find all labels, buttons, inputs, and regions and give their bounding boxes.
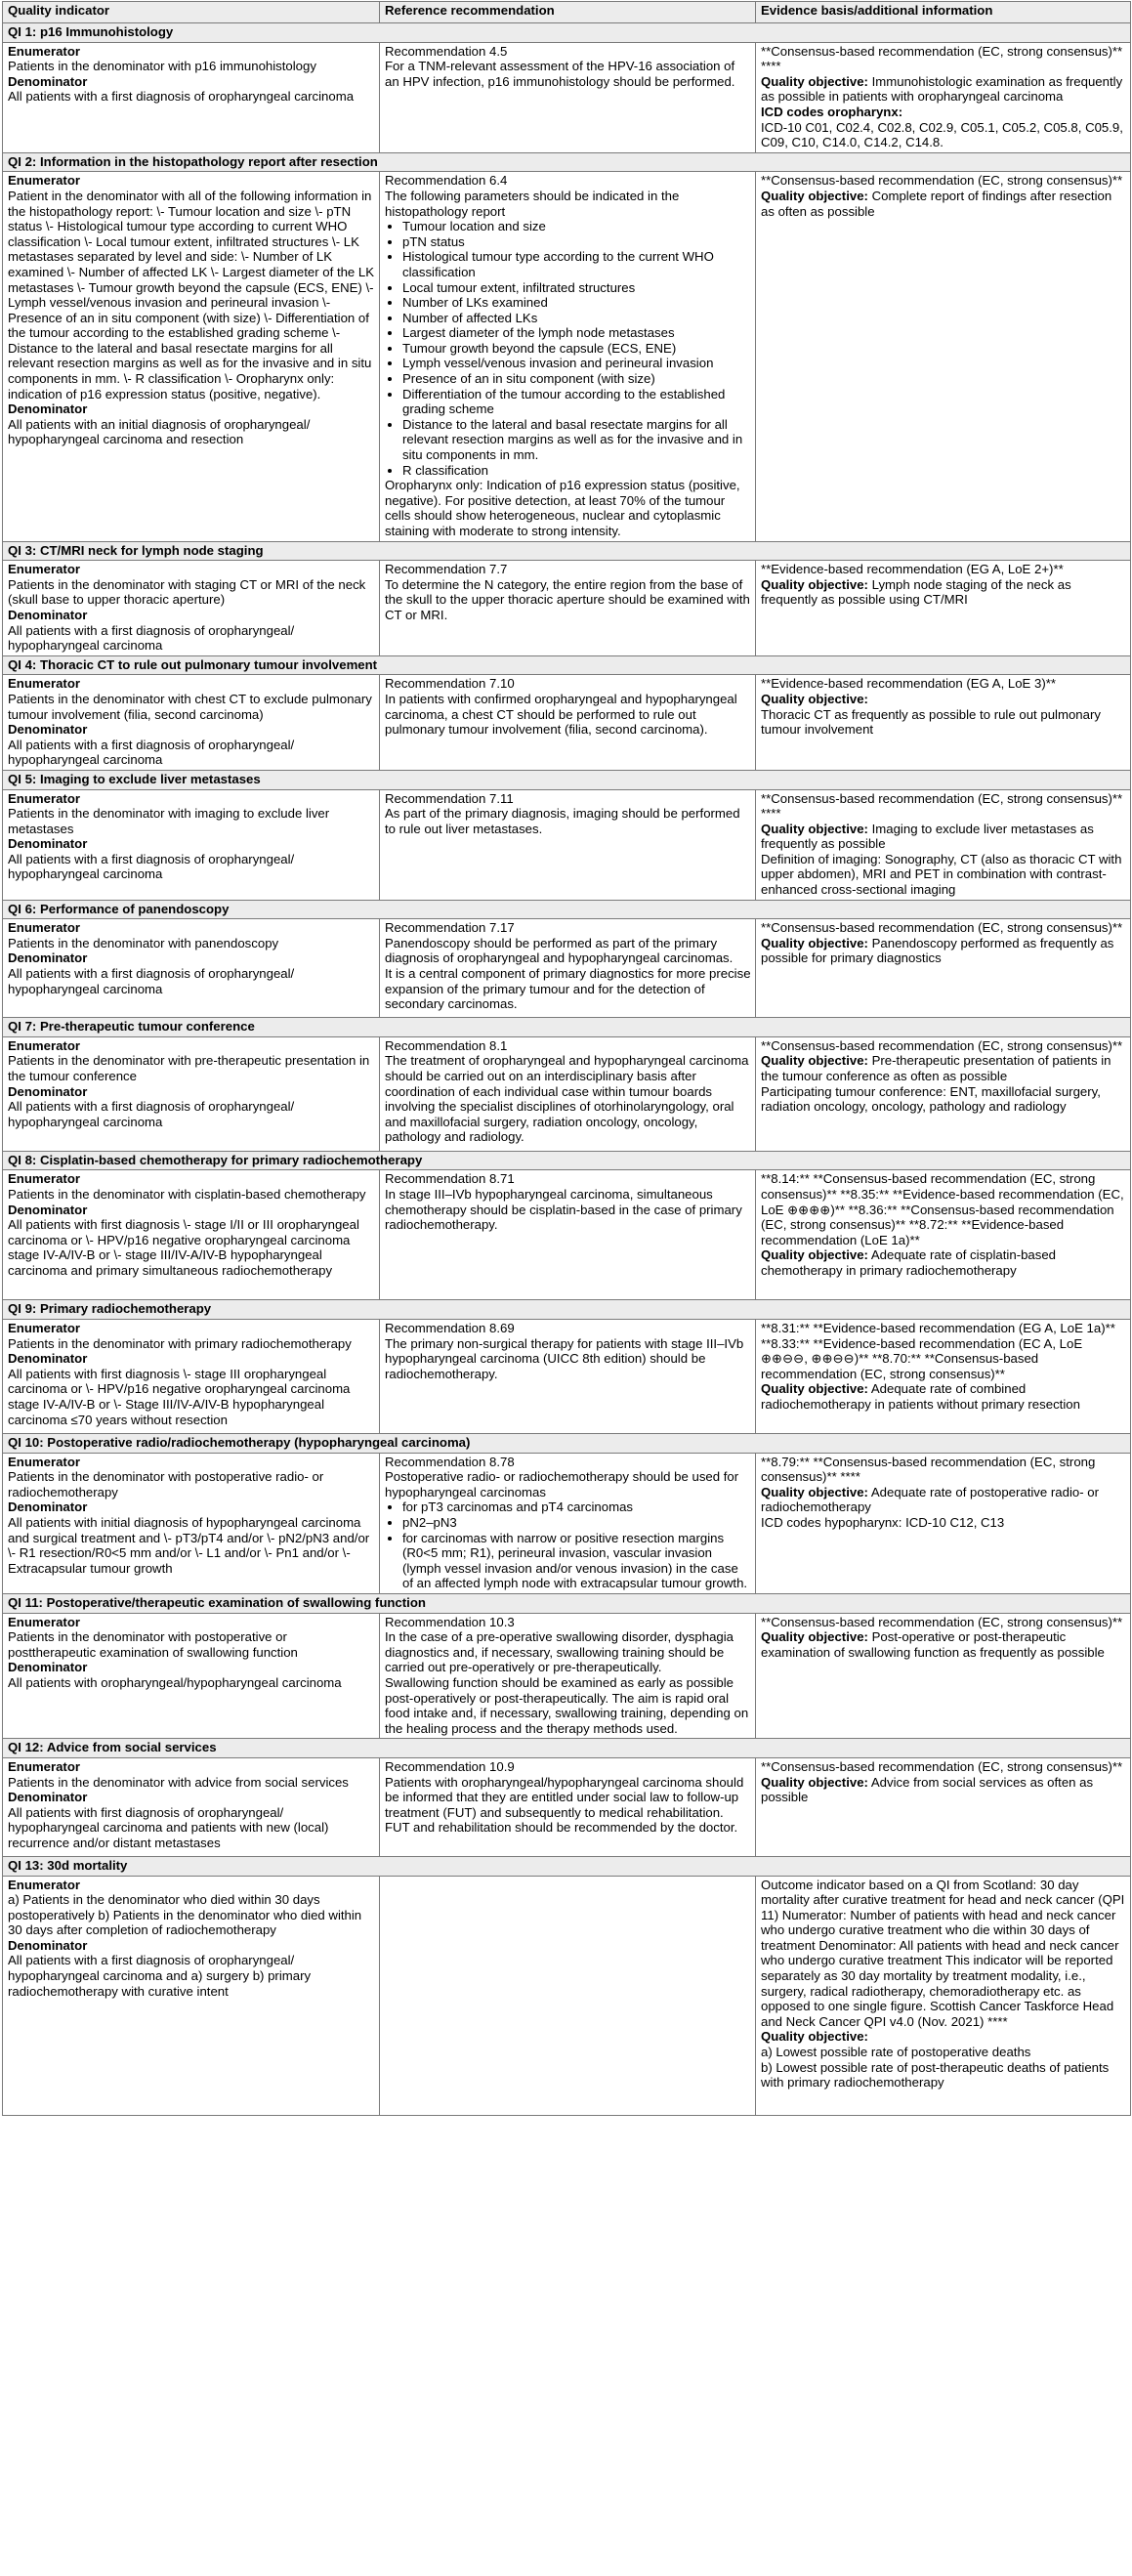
- list-item: • pN2–pN3: [402, 1515, 751, 1531]
- list-item: • Differentiation of the tumour according to the established grading scheme: [402, 387, 751, 417]
- quality-objective-label: Quality objective:: [761, 935, 868, 950]
- qi2-recommendation-cell: [380, 172, 756, 541]
- qi10-rec-list: [385, 1499, 751, 1591]
- quality-objective-label: Quality objective:: [761, 1053, 868, 1069]
- denominator-label: Denominator: [8, 836, 88, 852]
- qi1-rec-text: For a TNM-relevant assessment of the HPV-16 association of an HPV infection, p16 immunohistology should be performed.: [385, 59, 735, 89]
- qi10-title-row: [3, 1434, 1131, 1454]
- quality-objective-label: Quality objective:: [761, 821, 868, 836]
- qi5-title-row: [3, 770, 1131, 789]
- qi11-rec-text: In the case of a pre-operative swallowing disorder, dysphagia diagnostics and, if necessary, swallowing training should be carried out pre-operatively or pre-therapeutically.: [385, 1629, 734, 1675]
- denominator-label: Denominator: [8, 73, 88, 89]
- qi12-rec-text: Patients with oropharyngeal/hypopharyngeal carcinoma should be informed that they are entitled under social law to follow-up treatment (FUT) and subsequently to medical rehabilitation.: [385, 1774, 744, 1820]
- list-item: • Distance to the lateral and basal resectate margins for all relevant resection margins as well as for the invasive and in situ components in mm.: [402, 417, 751, 463]
- list-item: • for carcinomas with narrow or positive resection margins (R0<5 mm; R1), perineural invasion, vascular invasion (lymph vessel invasion and/or venous invasion) in the case of an affected lymph node with extracapsular tumour growth.: [402, 1531, 751, 1591]
- denominator-label: Denominator: [8, 401, 88, 417]
- qi12-denominator: All patients with first diagnosis of oropharyngeal/ hypopharyngeal carcinoma and patients with new (local) recurrence and/or distant metastases: [8, 1804, 329, 1850]
- qi5-recommendation-cell: [380, 789, 756, 900]
- qi1-rec-title: Recommendation 4.5: [385, 43, 508, 59]
- qi7-extra: Participating tumour conference: ENT, maxillofacial surgery, radiation oncology, oncology, pathology and radiology: [761, 1083, 1101, 1115]
- qi7-enumerator: Patients in the denominator with pre-therapeutic presentation in the tumour conference: [8, 1053, 370, 1084]
- qi6-evidence: **Consensus-based recommendation (EC, strong consensus)**: [761, 920, 1123, 936]
- icd-oropharynx-label: ICD codes oropharynx:: [761, 104, 903, 119]
- qi2-rec-outro: Oropharynx only: Indication of p16 expression status (positive, negative). For positive detection, at least 70% of the tumour cells should show heterogeneous, nuclear and cytoplasmic staining with moderate to strong intensity.: [385, 478, 740, 538]
- qi8-rec-title: Recommendation 8.71: [385, 1171, 515, 1187]
- qi12-title-row: [3, 1739, 1131, 1758]
- qi8-denominator: All patients with first diagnosis \- stage I/II or III oropharyngeal carcinoma or \- HPV/p16 negative oropharyngeal carcinoma stage IV-A/IV-B or \- stage III/IV-A/IV-B hypopharyngeal carcinoma and primary simultaneous radiochemotherapy: [8, 1217, 359, 1278]
- list-item: • Local tumour extent, infiltrated structures: [402, 280, 751, 296]
- qi12-evidence-cell: [756, 1757, 1131, 1856]
- quality-objective-label: Quality objective:: [761, 2029, 868, 2045]
- qi9-recommendation-cell: [380, 1320, 756, 1434]
- qi1-objective: Immunohistologic examination as frequently as possible in patients with oropharyngeal carcinoma: [761, 73, 1123, 105]
- qi13-evidence: Outcome indicator based on a QI from Scotland: 30 day mortality after curative treatment for head and neck cancer (QPI 11) Numerator: Number of patients with head and neck cancer who undergo curative treatment who die within 30 days of treatment Denominator: All patients with head and neck cancer who undergo curative treatment This indicator will be reported separately as 30 day mortality by treatment modality, i.e., surgery, radical radiotherapy, chemoradiotherapy etc. as opposed to one single figure. Scottish Cancer Taskforce Head and Neck Cancer QPI v4.0 (Nov. 2021) ****: [761, 1877, 1125, 2029]
- quality-objective-label: Quality objective:: [761, 1629, 868, 1645]
- list-item: • Lymph vessel/venous invasion and perineural invasion: [402, 356, 751, 371]
- qi13-recommendation-cell: [380, 1876, 756, 2115]
- qi7-recommendation-cell: [380, 1036, 756, 1151]
- quality-objective-label: Quality objective:: [761, 1484, 868, 1499]
- qi9-evidence: **8.31:** **Evidence-based recommendation (EG A, LoE 1a)** **8.33:** **Evidence-based recommendation (EC A, LoE ⊕⊕⊖⊖, ⊕⊕⊖⊖)** **8.70:** **Consensus-based recommendation (EC, strong consensus)**: [761, 1321, 1115, 1381]
- list-item: • Number of affected LKs: [402, 311, 751, 326]
- qi4-denominator: All patients with a first diagnosis of oropharyngeal/ hypopharyngeal carcinoma: [8, 737, 295, 768]
- qi5-denominator: All patients with a first diagnosis of oropharyngeal/ hypopharyngeal carcinoma: [8, 851, 295, 882]
- list-item: • Presence of an in situ component (with size): [402, 371, 751, 387]
- qi1-indicator-cell: [3, 42, 380, 152]
- qi9-objective: Adequate rate of combined radiochemotherapy in patients without primary resection: [761, 1381, 1080, 1412]
- denominator-label: Denominator: [8, 950, 88, 966]
- qi6-objective: Panendoscopy performed as frequently as possible for primary diagnostics: [761, 935, 1114, 966]
- qi3-row: [3, 561, 1131, 656]
- quality-objective-label: Quality objective:: [761, 188, 868, 203]
- qi10-extra: ICD codes hypopharynx: ICD-10 C12, C13: [761, 1515, 1005, 1530]
- table-header-row: [3, 2, 1131, 23]
- qi11-recommendation-cell: [380, 1613, 756, 1739]
- qi2-indicator-cell: [3, 172, 380, 541]
- qi4-enumerator: Patients in the denominator with chest CT to exclude pulmonary tumour involvement (filia, second carcinoma): [8, 691, 372, 722]
- list-item: • Largest diameter of the lymph node metastases: [402, 325, 751, 341]
- qi10-enumerator: Patients in the denominator with postoperative radio- or radiochemotherapy: [8, 1469, 324, 1499]
- denominator-label: Denominator: [8, 1499, 88, 1515]
- qi4-recommendation-cell: [380, 675, 756, 771]
- enumerator-label: Enumerator: [8, 1614, 81, 1629]
- qi8-title-row: [3, 1151, 1131, 1170]
- list-item: • Tumour location and size: [402, 219, 751, 234]
- qi1-evidence-cell: [756, 42, 1131, 152]
- qi1-row: [3, 42, 1131, 152]
- qi13-title-row: [3, 1856, 1131, 1876]
- qi3-recommendation-cell: [380, 561, 756, 656]
- qi6-row: [3, 919, 1131, 1018]
- qi5-rec-text: As part of the primary diagnosis, imaging should be performed to rule out liver metastases.: [385, 806, 740, 836]
- qi6-rec-title: Recommendation 7.17: [385, 920, 515, 936]
- qi7-row: [3, 1036, 1131, 1151]
- qi9-rec-text: The primary non-surgical therapy for patients with stage III–IVb hypopharyngeal carcinoma (UICC 8th edition) should be radiochemotherapy.: [385, 1335, 744, 1381]
- enumerator-label: Enumerator: [8, 1321, 81, 1336]
- qi1-enumerator: Patients in the denominator with p16 immunohistology: [8, 59, 316, 74]
- qi6-title-row: [3, 900, 1131, 919]
- qi4-row: [3, 675, 1131, 771]
- qi13-indicator-cell: [3, 1876, 380, 2115]
- qi13-title: QI 13: 30d mortality: [3, 1856, 1131, 1876]
- qi11-title: QI 11: Postoperative/therapeutic examination of swallowing function: [3, 1593, 1131, 1613]
- qi5-objective: Imaging to exclude liver metastases as frequently as possible: [761, 821, 1094, 852]
- qi11-row: [3, 1613, 1131, 1739]
- qi3-denominator: All patients with a first diagnosis of oropharyngeal/ hypopharyngeal carcinoma: [8, 622, 295, 654]
- list-item: • Number of LKs examined: [402, 295, 751, 311]
- denominator-label: Denominator: [8, 1937, 88, 1953]
- qi11-title-row: [3, 1593, 1131, 1613]
- qi8-indicator-cell: [3, 1170, 380, 1300]
- qi4-rec-text: In patients with confirmed oropharyngeal and hypopharyngeal carcinoma, a chest CT should be performed to rule out pulmonary tumour involvement (filia, second carcinoma).: [385, 691, 737, 738]
- qi5-title: QI 5: Imaging to exclude liver metastases: [3, 770, 1131, 789]
- qi5-indicator-cell: [3, 789, 380, 900]
- qi10-objective: Adequate rate of postoperative radio- or radiochemotherapy: [761, 1484, 1100, 1515]
- qi9-row: [3, 1320, 1131, 1434]
- qi9-title: QI 9: Primary radiochemotherapy: [3, 1300, 1131, 1320]
- qi8-recommendation-cell: [380, 1170, 756, 1300]
- qi13-row: [3, 1876, 1131, 2115]
- qi1-recommendation-cell: [380, 42, 756, 152]
- qi12-title: QI 12: Advice from social services: [3, 1739, 1131, 1758]
- quality-objective-label: Quality objective:: [761, 576, 868, 592]
- qi8-evidence: **8.14:** **Consensus-based recommendation (EC, strong consensus)** **8.35:** **Evidence-based recommendation (EC, LoE ⊕⊕⊕⊕)** **8.36:** **Consensus-based recommendation (EC, strong consensus)** **8.72:** **Evidence-based recommendation (LoE 1a)**: [761, 1171, 1124, 1247]
- qi8-evidence-cell: [756, 1170, 1131, 1300]
- qi4-evidence: **Evidence-based recommendation (EG A, LoE 3)**: [761, 676, 1057, 692]
- enumerator-label: Enumerator: [8, 173, 81, 189]
- qi3-indicator-cell: [3, 561, 380, 656]
- qi6-enumerator: Patients in the denominator with panendoscopy: [8, 935, 279, 950]
- enumerator-label: Enumerator: [8, 1877, 81, 1892]
- qi7-rec-text: The treatment of oropharyngeal and hypopharyngeal carcinoma should be carried out on an interdisciplinary basis after coordination of each individual case within tumour boards involving the specialist disciplines of otorhinolaryngology, oral and maxillofacial surgery, radiation oncology, oncology, pathology and radiology.: [385, 1053, 749, 1145]
- qi12-rec-title: Recommendation 10.9: [385, 1758, 515, 1774]
- qi10-evidence: **8.79:** **Consensus-based recommendation (EC, strong consensus)** ****: [761, 1454, 1096, 1485]
- qi1-evidence: **Consensus-based recommendation (EC, strong consensus)** ****: [761, 43, 1123, 74]
- qi10-rec-title: Recommendation 8.78: [385, 1454, 515, 1469]
- qi7-title: QI 7: Pre-therapeutic tumour conference: [3, 1018, 1131, 1037]
- qi13-evidence-cell: [756, 1876, 1131, 2115]
- qi12-evidence: **Consensus-based recommendation (EC, strong consensus)**: [761, 1758, 1123, 1774]
- qi10-rec-intro: Postoperative radio- or radiochemotherapy should be used for hypopharyngeal carcinomas: [385, 1469, 739, 1499]
- qi6-rec-text2: It is a central component of primary diagnostics for more precise expansion of the primary tumour and for the detection of secondary carcinomas.: [385, 966, 751, 1012]
- denominator-label: Denominator: [8, 1351, 88, 1367]
- qi6-denominator: All patients with a first diagnosis of oropharyngeal/ hypopharyngeal carcinoma: [8, 966, 295, 996]
- qi8-enumerator: Patients in the denominator with cisplatin-based chemotherapy: [8, 1187, 366, 1203]
- qi7-indicator-cell: [3, 1036, 380, 1151]
- enumerator-label: Enumerator: [8, 562, 81, 577]
- qi11-enumerator: Patients in the denominator with postoperative or posttherapeutic examination of swallowing function: [8, 1629, 298, 1660]
- qi12-indicator-cell: [3, 1757, 380, 1856]
- qi10-evidence-cell: [756, 1453, 1131, 1593]
- qi12-recommendation-cell: [380, 1757, 756, 1856]
- denominator-label: Denominator: [8, 607, 88, 622]
- qi2-enumerator: Patient in the denominator with all of the following information in the histopathology report: \- Tumour location and size \- pTN status \- Histological tumour type according to current WHO classification \- Local tumour extent, infiltrated structures \- LK metastases separated by level and side: \- Number of LK examined \- Number of affected LK \- Largest diameter of the LK metastases \- Tumour growth beyond the capsule (ECS, ENE) \- Lymph vessel/venous invasion and perineural invasion \- Presence of an in situ component (with size) \- Differentiation of the tumour according to the established grading scheme \- Distance to the lateral and basal resectate margins for all relevant resection margins as well as for the invasive and in situ components in mm. \- R classification \- Oropharynx only: indication of p16 expression status (positive, negative).: [8, 188, 375, 401]
- qi8-rec-text: In stage III–IVb hypopharyngeal carcinoma, simultaneous chemotherapy should be cisplatin-based in the case of primary radiochemotherapy.: [385, 1187, 742, 1233]
- list-item: • pTN status: [402, 234, 751, 250]
- denominator-label: Denominator: [8, 722, 88, 738]
- qi2-rec-title: Recommendation 6.4: [385, 173, 508, 189]
- qi10-indicator-cell: [3, 1453, 380, 1593]
- qi7-objective: Pre-therapeutic presentation of patients in the tumour conference as often as possible: [761, 1053, 1111, 1084]
- qi5-extra: Definition of imaging: Sonography, CT (also as thoracic CT with upper abdomen), MRI and PET in combination with contrast-enhanced cross-sectional imaging: [761, 851, 1122, 898]
- qi9-title-row: [3, 1300, 1131, 1320]
- qi5-row: [3, 789, 1131, 900]
- quality-objective-label: Quality objective:: [761, 1381, 868, 1397]
- enumerator-label: Enumerator: [8, 920, 81, 936]
- qi11-evidence: **Consensus-based recommendation (EC, strong consensus)**: [761, 1614, 1123, 1629]
- qi3-objective: Lymph node staging of the neck as frequently as possible using CT/MRI: [761, 576, 1071, 608]
- qi4-title: QI 4: Thoracic CT to rule out pulmonary tumour involvement: [3, 655, 1131, 675]
- qi6-recommendation-cell: [380, 919, 756, 1018]
- enumerator-label: Enumerator: [8, 43, 81, 59]
- qi8-row: [3, 1170, 1131, 1300]
- qi3-rec-title: Recommendation 7.7: [385, 562, 508, 577]
- qi2-row: [3, 172, 1131, 541]
- header-reference-recommendation: Reference recommendation: [380, 2, 756, 23]
- quality-indicator-table: [2, 1, 1131, 2116]
- list-item: • for pT3 carcinomas and pT4 carcinomas: [402, 1499, 751, 1515]
- qi10-row: [3, 1453, 1131, 1593]
- qi4-indicator-cell: [3, 675, 380, 771]
- qi9-denominator: All patients with first diagnosis \- stage III oropharyngeal carcinoma or \- HPV/p16 negative oropharyngeal carcinoma stage IV-A/IV-B or \- Stage III/IV-A/IV-B hypopharyngeal carcinoma ≤70 years without resection: [8, 1366, 351, 1427]
- qi5-rec-title: Recommendation 7.11: [385, 790, 514, 806]
- qi7-evidence-cell: [756, 1036, 1131, 1151]
- qi9-indicator-cell: [3, 1320, 380, 1434]
- qi2-denominator: All patients with an initial diagnosis of oropharyngeal/ hypopharyngeal carcinoma and resection: [8, 416, 311, 447]
- qi4-evidence-cell: [756, 675, 1131, 771]
- qi6-title: QI 6: Performance of panendoscopy: [3, 900, 1131, 919]
- qi10-title: QI 10: Postoperative radio/radiochemotherapy (hypopharyngeal carcinoma): [3, 1434, 1131, 1454]
- qi6-rec-text: Panendoscopy should be performed as part of the primary diagnosis of oropharyngeal and hypopharyngeal carcinomas.: [385, 935, 734, 966]
- quality-objective-label: Quality objective:: [761, 691, 868, 706]
- qi5-evidence: **Consensus-based recommendation (EC, strong consensus)** ****: [761, 790, 1123, 822]
- qi6-indicator-cell: [3, 919, 380, 1018]
- qi1-icd: ICD-10 C01, C02.4, C02.8, C02.9, C05.1, C05.2, C05.8, C05.9, C09, C10, C14.0, C14.2, C14.8.: [761, 119, 1123, 150]
- qi12-row: [3, 1757, 1131, 1856]
- list-item: • Tumour growth beyond the capsule (ECS, ENE): [402, 341, 751, 357]
- qi3-title: QI 3: CT/MRI neck for lymph node staging: [3, 541, 1131, 561]
- qi8-title: QI 8: Cisplatin-based chemotherapy for primary radiochemotherapy: [3, 1151, 1131, 1170]
- qi10-denominator: All patients with initial diagnosis of hypopharyngeal carcinoma and surgical treatment and \- pT3/pT4 and/or \- pN2/pN3 and/or \- R1 resection/R0<5 mm and/or \- L1 and/or \- Pn1 and/or \- Extracapsular tumour growth: [8, 1515, 370, 1576]
- qi4-objective: Thoracic CT as frequently as possible to rule out pulmonary tumour involvement: [761, 706, 1101, 738]
- qi3-evidence: **Evidence-based recommendation (EG A, LoE 2+)**: [761, 562, 1064, 577]
- qi7-title-row: [3, 1018, 1131, 1037]
- qi10-recommendation-cell: [380, 1453, 756, 1593]
- qi1-title: QI 1: p16 Immunohistology: [3, 23, 1131, 43]
- qi13-denominator: All patients with a first diagnosis of oropharyngeal/ hypopharyngeal carcinoma and a) surgery b) primary radiochemotherapy with curative intent: [8, 1953, 312, 1999]
- qi8-objective: Adequate rate of cisplatin-based chemotherapy in primary radiochemotherapy: [761, 1247, 1057, 1278]
- qi2-rec-list: [385, 219, 751, 478]
- header-quality-indicator: Quality indicator: [3, 2, 380, 23]
- enumerator-label: Enumerator: [8, 790, 81, 806]
- qi5-evidence-cell: [756, 789, 1131, 900]
- qi7-evidence: **Consensus-based recommendation (EC, strong consensus)**: [761, 1037, 1123, 1053]
- qi9-enumerator: Patients in the denominator with primary radiochemotherapy: [8, 1335, 352, 1351]
- denominator-label: Denominator: [8, 1790, 88, 1805]
- enumerator-label: Enumerator: [8, 1037, 81, 1053]
- qi11-denominator: All patients with oropharyngeal/hypopharyngeal carcinoma: [8, 1674, 342, 1690]
- qi4-title-row: [3, 655, 1131, 675]
- qi12-objective: Advice from social services as often as possible: [761, 1774, 1094, 1805]
- qi12-enumerator: Patients in the denominator with advice from social services: [8, 1774, 349, 1790]
- denominator-label: Denominator: [8, 1202, 88, 1217]
- qi5-enumerator: Patients in the denominator with imaging to exclude liver metastases: [8, 806, 330, 836]
- qi11-evidence-cell: [756, 1613, 1131, 1739]
- header-evidence-basis: Evidence basis/additional information: [756, 2, 1131, 23]
- qi2-evidence: **Consensus-based recommendation (EC, strong consensus)**: [761, 173, 1123, 189]
- qi11-rec-text2: Swallowing function should be examined as early as possible post-operatively or post-therapeutically. The aim is rapid oral food intake and, if necessary, swallowing training, depending on the healing process and the therapy methods used.: [385, 1674, 749, 1736]
- qi2-title: QI 2: Information in the histopathology report after resection: [3, 152, 1131, 172]
- enumerator-label: Enumerator: [8, 1454, 81, 1469]
- quality-objective-label: Quality objective:: [761, 1247, 868, 1263]
- qi2-objective: Complete report of findings after resection as often as possible: [761, 188, 1112, 219]
- qi3-evidence-cell: [756, 561, 1131, 656]
- qi2-title-row: [3, 152, 1131, 172]
- qi12-rec-text2: FUT and rehabilitation should be recommended by the doctor.: [385, 1820, 738, 1836]
- qi6-evidence-cell: [756, 919, 1131, 1018]
- qi3-rec-text: To determine the N category, the entire region from the base of the skull to the upper thoracic aperture should be examined with CT or MRI.: [385, 576, 750, 622]
- qi1-title-row: [3, 23, 1131, 43]
- qi9-evidence-cell: [756, 1320, 1131, 1434]
- qi2-rec-intro: The following parameters should be indicated in the histopathology report: [385, 188, 680, 219]
- qi3-enumerator: Patients in the denominator with staging CT or MRI of the neck (skull base to upper thoracic aperture): [8, 576, 366, 608]
- list-item: • Histological tumour type according to the current WHO classification: [402, 249, 751, 279]
- qi7-denominator: All patients with a first diagnosis of oropharyngeal/ hypopharyngeal carcinoma: [8, 1099, 295, 1129]
- enumerator-label: Enumerator: [8, 1758, 81, 1774]
- enumerator-label: Enumerator: [8, 1171, 81, 1187]
- qi3-title-row: [3, 541, 1131, 561]
- qi4-rec-title: Recommendation 7.10: [385, 676, 515, 692]
- qi9-rec-title: Recommendation 8.69: [385, 1321, 515, 1336]
- qi7-rec-title: Recommendation 8.1: [385, 1037, 508, 1053]
- quality-objective-label: Quality objective:: [761, 73, 868, 89]
- denominator-label: Denominator: [8, 1660, 88, 1675]
- enumerator-label: Enumerator: [8, 676, 81, 692]
- qi11-objective: Post-operative or post-therapeutic examination of swallowing function as frequently as possible: [761, 1629, 1105, 1660]
- qi13-objective-a: a) Lowest possible rate of postoperative deaths: [761, 2045, 1031, 2060]
- qi2-evidence-cell: [756, 172, 1131, 541]
- qi1-denominator: All patients with a first diagnosis of oropharyngeal carcinoma: [8, 89, 355, 105]
- qi11-indicator-cell: [3, 1613, 380, 1739]
- denominator-label: Denominator: [8, 1083, 88, 1099]
- qi13-objective-b: b) Lowest possible rate of post-therapeutic deaths of patients with primary radiochemotherapy: [761, 2059, 1110, 2090]
- qi13-enumerator: a) Patients in the denominator who died within 30 days postoperatively b) Patients in the denominator who died within 30 days after completion of radiochemotherapy: [8, 1892, 362, 1938]
- qi11-rec-title: Recommendation 10.3: [385, 1614, 515, 1629]
- list-item: • R classification: [402, 463, 751, 479]
- quality-objective-label: Quality objective:: [761, 1774, 868, 1790]
